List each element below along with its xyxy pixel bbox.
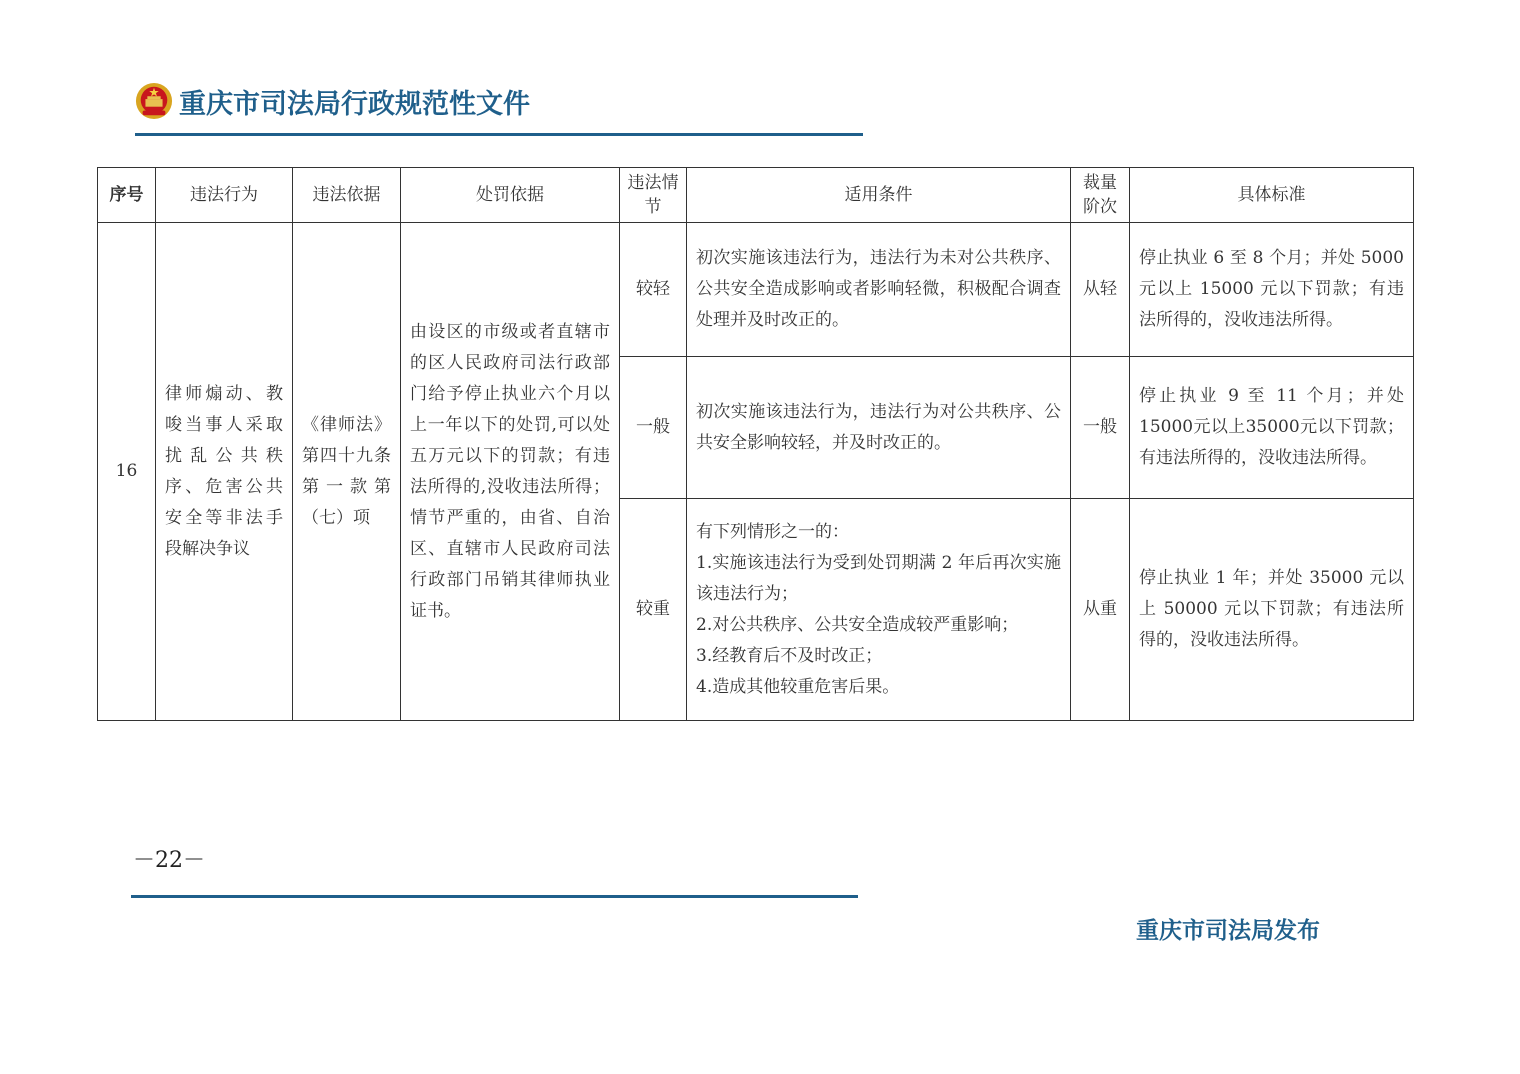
conditions-cell — [687, 223, 1071, 357]
legal-basis-cell: 《律师法》第四十九条第一款第（七）项 — [293, 223, 401, 721]
standard-cell: 停止执业 1 年；并处 35000 元以上 50000 元以下罚款；有违法所得的，没收违法所得。 — [1130, 499, 1414, 721]
discretion-cell: 从重 — [1071, 499, 1130, 721]
national-emblem-icon — [135, 82, 173, 120]
header-rule — [135, 133, 863, 136]
table-header-row — [98, 168, 1414, 223]
header-title: 重庆市司法局行政规范性文件 — [179, 89, 530, 120]
discretion-cell: 从轻 — [1071, 223, 1130, 357]
document-header — [135, 78, 863, 140]
col-header-legal-basis: 违法依据 — [293, 168, 401, 223]
condition-line: 初次实施该违法行为，违法行为对公共秩序、公共安全影响较轻，并及时改正的。 — [696, 401, 1061, 453]
circumstance-cell: 一般 — [620, 357, 687, 499]
col-header-penalty-basis: 处罚依据 — [401, 168, 620, 223]
penalty-basis-cell: 由设区的市级或者直辖市的区人民政府司法行政部门给予停止执业六个月以上一年以下的处罚,可以处五万元以下的罚款；有违法所得的,没收违法所得；情节严重的，由省、自治区、直辖市人民政府司法行政部门吊销其律师执业证书。 — [401, 223, 620, 721]
col-header-discretion: 裁量阶次 — [1071, 168, 1130, 223]
col-header-number: 序号 — [98, 168, 156, 223]
circumstance-cell: 较轻 — [620, 223, 687, 357]
condition-line: 有下列情形之一的： — [696, 521, 849, 542]
publisher-label: 重庆市司法局发布 — [1136, 918, 1320, 944]
discretion-cell: 一般 — [1071, 357, 1130, 499]
table-row — [98, 223, 1414, 357]
violation-cell: 律师煽动、教唆当事人采取扰乱公共秩序、危害公共安全等非法手段解决争议 — [156, 223, 293, 721]
col-header-violation: 违法行为 — [156, 168, 293, 223]
col-header-circumstance: 违法情节 — [620, 168, 687, 223]
penalty-table — [97, 167, 1414, 721]
standard-cell: 停止执业 6 至 8 个月；并处 5000 元以上 15000 元以下罚款；有违法所得的，没收违法所得。 — [1130, 223, 1414, 357]
circumstance-cell: 较重 — [620, 499, 687, 721]
condition-line: 3.经教育后不及时改正； — [696, 645, 883, 666]
col-header-conditions: 适用条件 — [687, 168, 1071, 223]
condition-line: 初次实施该违法行为，违法行为未对公共秩序、公共安全造成影响或者影响轻微，积极配合调查处理并及时改正的。 — [696, 248, 1061, 330]
condition-line: 4.造成其他较重危害后果。 — [696, 676, 900, 697]
conditions-cell — [687, 357, 1071, 499]
page-number: －22－ — [133, 848, 205, 873]
conditions-cell — [687, 499, 1071, 721]
condition-line: 1.实施该违法行为受到处罚期满 2 年后再次实施该违法行为； — [696, 552, 1061, 604]
col-header-standard: 具体标准 — [1130, 168, 1414, 223]
footer-rule — [131, 895, 858, 898]
row-number: 16 — [98, 223, 156, 721]
standard-cell: 停止执业 9 至 11 个月；并处 15000元以上35000元以下罚款；有违法所得的，没收违法所得。 — [1130, 357, 1414, 499]
condition-line: 2.对公共秩序、公共安全造成较严重影响； — [696, 614, 1019, 635]
